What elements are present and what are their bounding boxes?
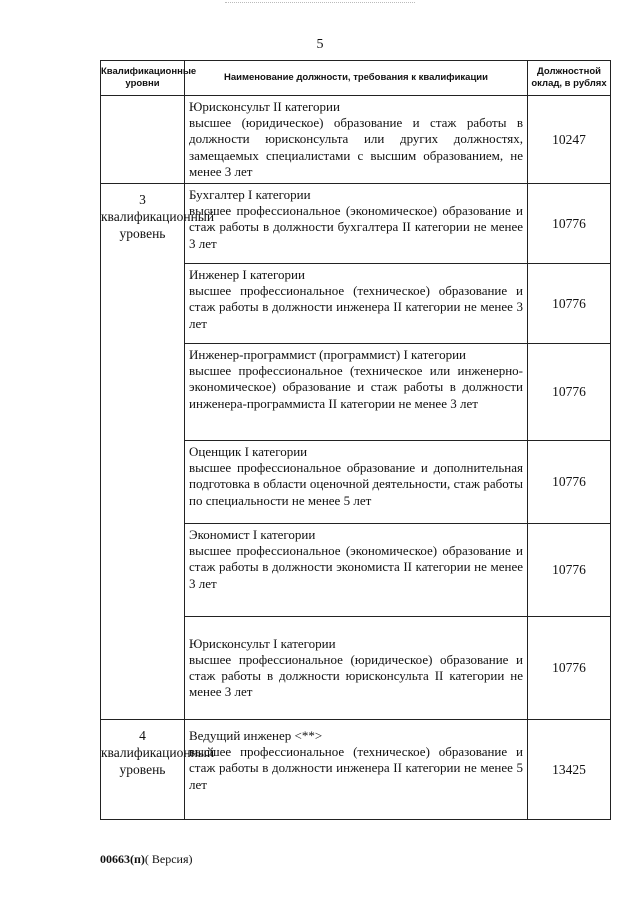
salary-cell: 10776 <box>528 617 611 720</box>
position-cell <box>185 524 528 617</box>
table-row <box>101 96 611 184</box>
salary-cell: 10776 <box>528 524 611 617</box>
salary-cell: 10776 <box>528 264 611 344</box>
position-requirements: высшее профессиональное (техническое) образование и стаж работы в должности инженера II категории не менее 3 лет <box>189 283 523 331</box>
salary-cell: 10247 <box>528 96 611 184</box>
header-position: Наименование должности, требования к квалификации <box>185 61 528 96</box>
position-title: Юрисконсульт I категории <box>189 635 336 651</box>
scan-artifact <box>225 2 415 7</box>
level-cell: 4 квалификационный уровень <box>101 720 185 820</box>
position-cell <box>185 96 528 184</box>
page-number: 5 <box>316 37 324 52</box>
header-salary: Должностной оклад, в рублях <box>528 61 611 96</box>
table-row <box>101 184 611 264</box>
level-cell <box>101 96 185 184</box>
position-requirements: высшее профессиональное (экономическое) образование и стаж работы в должности бухгалтера II категории не менее 3 лет <box>189 203 523 251</box>
table-header-row <box>101 61 611 96</box>
salary-cell: 10776 <box>528 441 611 524</box>
position-requirements: высшее профессиональное (юридическое) образование и стаж работы в должности юрисконсульта II категории не менее 3 лет <box>189 651 523 700</box>
position-title: Инженер-программист (программист) I категории <box>189 347 466 363</box>
document-code: 00663(п) <box>100 852 145 866</box>
position-title: Оценщик I категории <box>189 444 308 460</box>
position-cell <box>185 441 528 524</box>
position-title: Экономист I категории <box>189 527 316 543</box>
document-version: ( Версия) <box>144 852 193 866</box>
position-cell <box>185 617 528 720</box>
position-requirements: высшее профессиональное (техническое) образование и стаж работы в должности инженера II категории не менее 5 лет <box>189 744 523 792</box>
position-cell <box>185 344 528 441</box>
salary-cell: 10776 <box>528 184 611 264</box>
position-requirements: высшее профессиональное образование и дополнительная подготовка в области оценочной деятельности, стаж работы по специальности не менее 5 лет <box>189 460 523 508</box>
qualification-table <box>100 60 611 820</box>
position-requirements: высшее профессиональное (техническое или инженерно-экономическое) образование и стаж работы в должности инженера-программиста II категории не менее 3 лет <box>189 363 523 411</box>
position-title: Бухгалтер I категории <box>189 187 311 203</box>
header-level: Квалификационные уровни <box>101 61 185 96</box>
position-requirements: высшее (юридическое) образование и стаж работы в должности юрисконсульта или других должностях, замещаемых специалистами с высшим образованием, не менее 3 лет <box>189 115 523 179</box>
salary-cell: 10776 <box>528 344 611 441</box>
table-row <box>101 720 611 820</box>
position-requirements: высшее профессиональное (экономическое) образование и стаж работы в должности экономиста II категории не менее 3 лет <box>189 543 523 591</box>
document-footer <box>100 852 193 867</box>
level-cell: 3 квалификационный уровень <box>101 184 185 720</box>
position-cell <box>185 264 528 344</box>
position-title: Инженер I категории <box>189 267 305 283</box>
position-cell <box>185 184 528 264</box>
salary-cell: 13425 <box>528 720 611 820</box>
position-title: Юрисконсульт II категории <box>189 99 340 114</box>
position-cell <box>185 720 528 820</box>
position-title: Ведущий инженер <**> <box>189 728 323 744</box>
